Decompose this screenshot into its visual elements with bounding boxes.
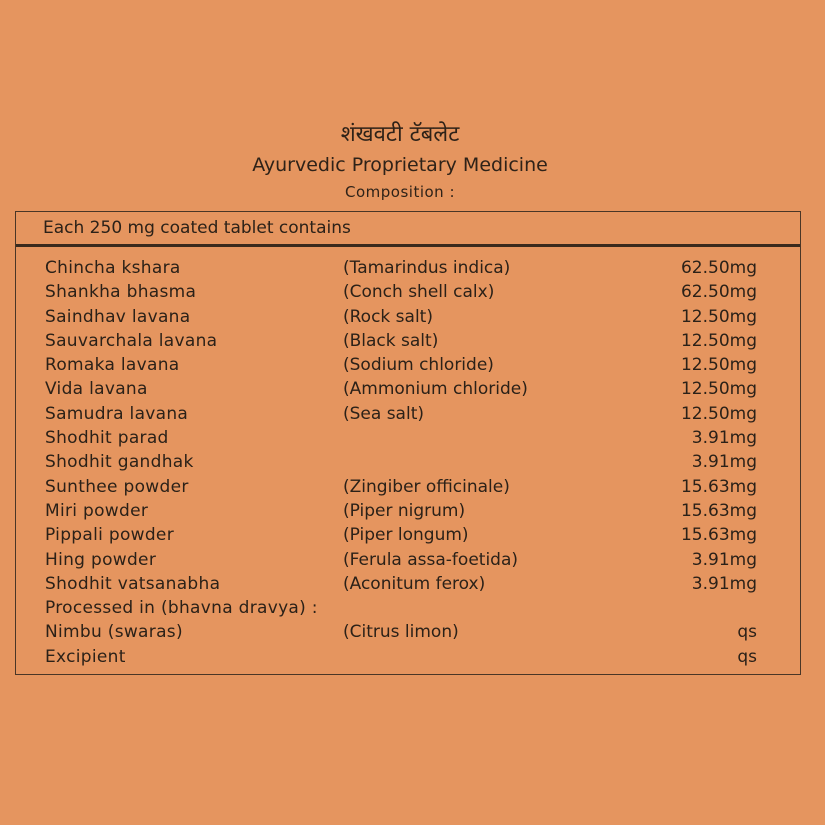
- ingredient-latin: (Citrus limon): [343, 622, 459, 643]
- ingredient-latin: (Aconitum ferox): [343, 573, 486, 594]
- ingredient-name: Shodhit vatsanabha: [45, 573, 221, 594]
- ingredient-name: Processed in (bhavna dravya) :: [45, 598, 318, 619]
- ingredient-row: [16, 426, 800, 450]
- ingredient-name: Nimbu (swaras): [45, 622, 183, 643]
- ingredient-latin: (Black salt): [343, 330, 439, 351]
- ingredient-row: [16, 596, 800, 620]
- ingredient-amount: 15.63mg: [680, 476, 757, 497]
- ingredient-name: Vida lavana: [45, 379, 148, 400]
- ingredient-row: [16, 475, 800, 499]
- ingredient-amount: qs: [737, 646, 757, 667]
- ingredient-amount: 3.91mg: [691, 573, 757, 594]
- ingredient-latin: (Ammonium chloride): [343, 379, 528, 400]
- ingredient-name: Chincha kshara: [45, 258, 181, 278]
- ingredient-row: [16, 620, 800, 644]
- ingredient-amount: 12.50mg: [680, 306, 757, 327]
- ingredient-latin: (Piper nigrum): [343, 500, 466, 521]
- ingredient-name: Miri powder: [45, 500, 149, 521]
- ingredient-amount: 12.50mg: [680, 355, 757, 376]
- ingredient-name: Sunthee powder: [45, 476, 189, 497]
- ingredient-latin: (Ferula assa-foetida): [343, 549, 519, 570]
- ingredient-latin: (Conch shell calx): [343, 282, 495, 303]
- ingredient-latin: (Zingiber officinale): [343, 476, 510, 497]
- ingredient-name: Saindhav lavana: [45, 306, 191, 327]
- ingredient-row: [16, 377, 800, 401]
- ingredient-name: Excipient: [45, 646, 126, 667]
- composition-label: Composition :: [345, 183, 455, 201]
- ingredient-name: Sauvarchala lavana: [45, 330, 218, 351]
- ingredient-latin: (Piper longum): [343, 525, 469, 546]
- product-title-hindi: शंखवटी टॅबलेट: [340, 122, 460, 147]
- ingredient-row: [16, 402, 800, 426]
- ingredient-amount: 12.50mg: [680, 379, 757, 400]
- ingredient-name: Hing powder: [45, 549, 157, 570]
- ingredient-latin: (Sea salt): [343, 403, 424, 424]
- ingredient-latin: (Tamarindus indica): [343, 258, 511, 278]
- ingredient-amount: 12.50mg: [680, 403, 757, 424]
- ingredient-row: [16, 645, 800, 669]
- label-header: [0, 120, 800, 203]
- ingredient-amount: 62.50mg: [680, 282, 757, 303]
- ingredient-latin: (Sodium chloride): [343, 355, 494, 376]
- ingredient-amount: 3.91mg: [691, 549, 757, 570]
- ingredient-name: Shodhit gandhak: [45, 452, 194, 473]
- ingredient-amount: 3.91mg: [691, 428, 757, 449]
- ingredient-row: [16, 329, 800, 353]
- ingredient-amount: 62.50mg: [680, 258, 757, 278]
- ingredient-name: Romaka lavana: [45, 355, 180, 376]
- ingredient-row: [16, 353, 800, 377]
- ingredient-name: Shankha bhasma: [45, 282, 197, 303]
- ingredient-row: [16, 572, 800, 596]
- ingredient-row: [16, 499, 800, 523]
- ingredient-amount: qs: [737, 622, 757, 643]
- ingredient-name: Shodhit parad: [45, 428, 169, 449]
- ingredient-amount: 3.91mg: [691, 452, 757, 473]
- ingredient-row: [16, 450, 800, 474]
- ingredient-amount: 15.63mg: [680, 500, 757, 521]
- ingredient-row: [16, 523, 800, 547]
- ingredient-row: [16, 256, 800, 280]
- ingredient-amount: 12.50mg: [680, 330, 757, 351]
- ingredient-list: [16, 256, 800, 669]
- ingredient-row: [16, 305, 800, 329]
- ingredient-name: Pippali powder: [45, 525, 174, 546]
- ingredient-latin: (Rock salt): [343, 306, 433, 327]
- table-heading: Each 250 mg coated tablet contains: [16, 212, 800, 247]
- ingredient-row: [16, 280, 800, 304]
- product-category: Ayurvedic Proprietary Medicine: [252, 154, 548, 176]
- ingredient-amount: 15.63mg: [680, 525, 757, 546]
- composition-table: [15, 211, 801, 675]
- ingredient-row: [16, 548, 800, 572]
- ingredient-name: Samudra lavana: [45, 403, 189, 424]
